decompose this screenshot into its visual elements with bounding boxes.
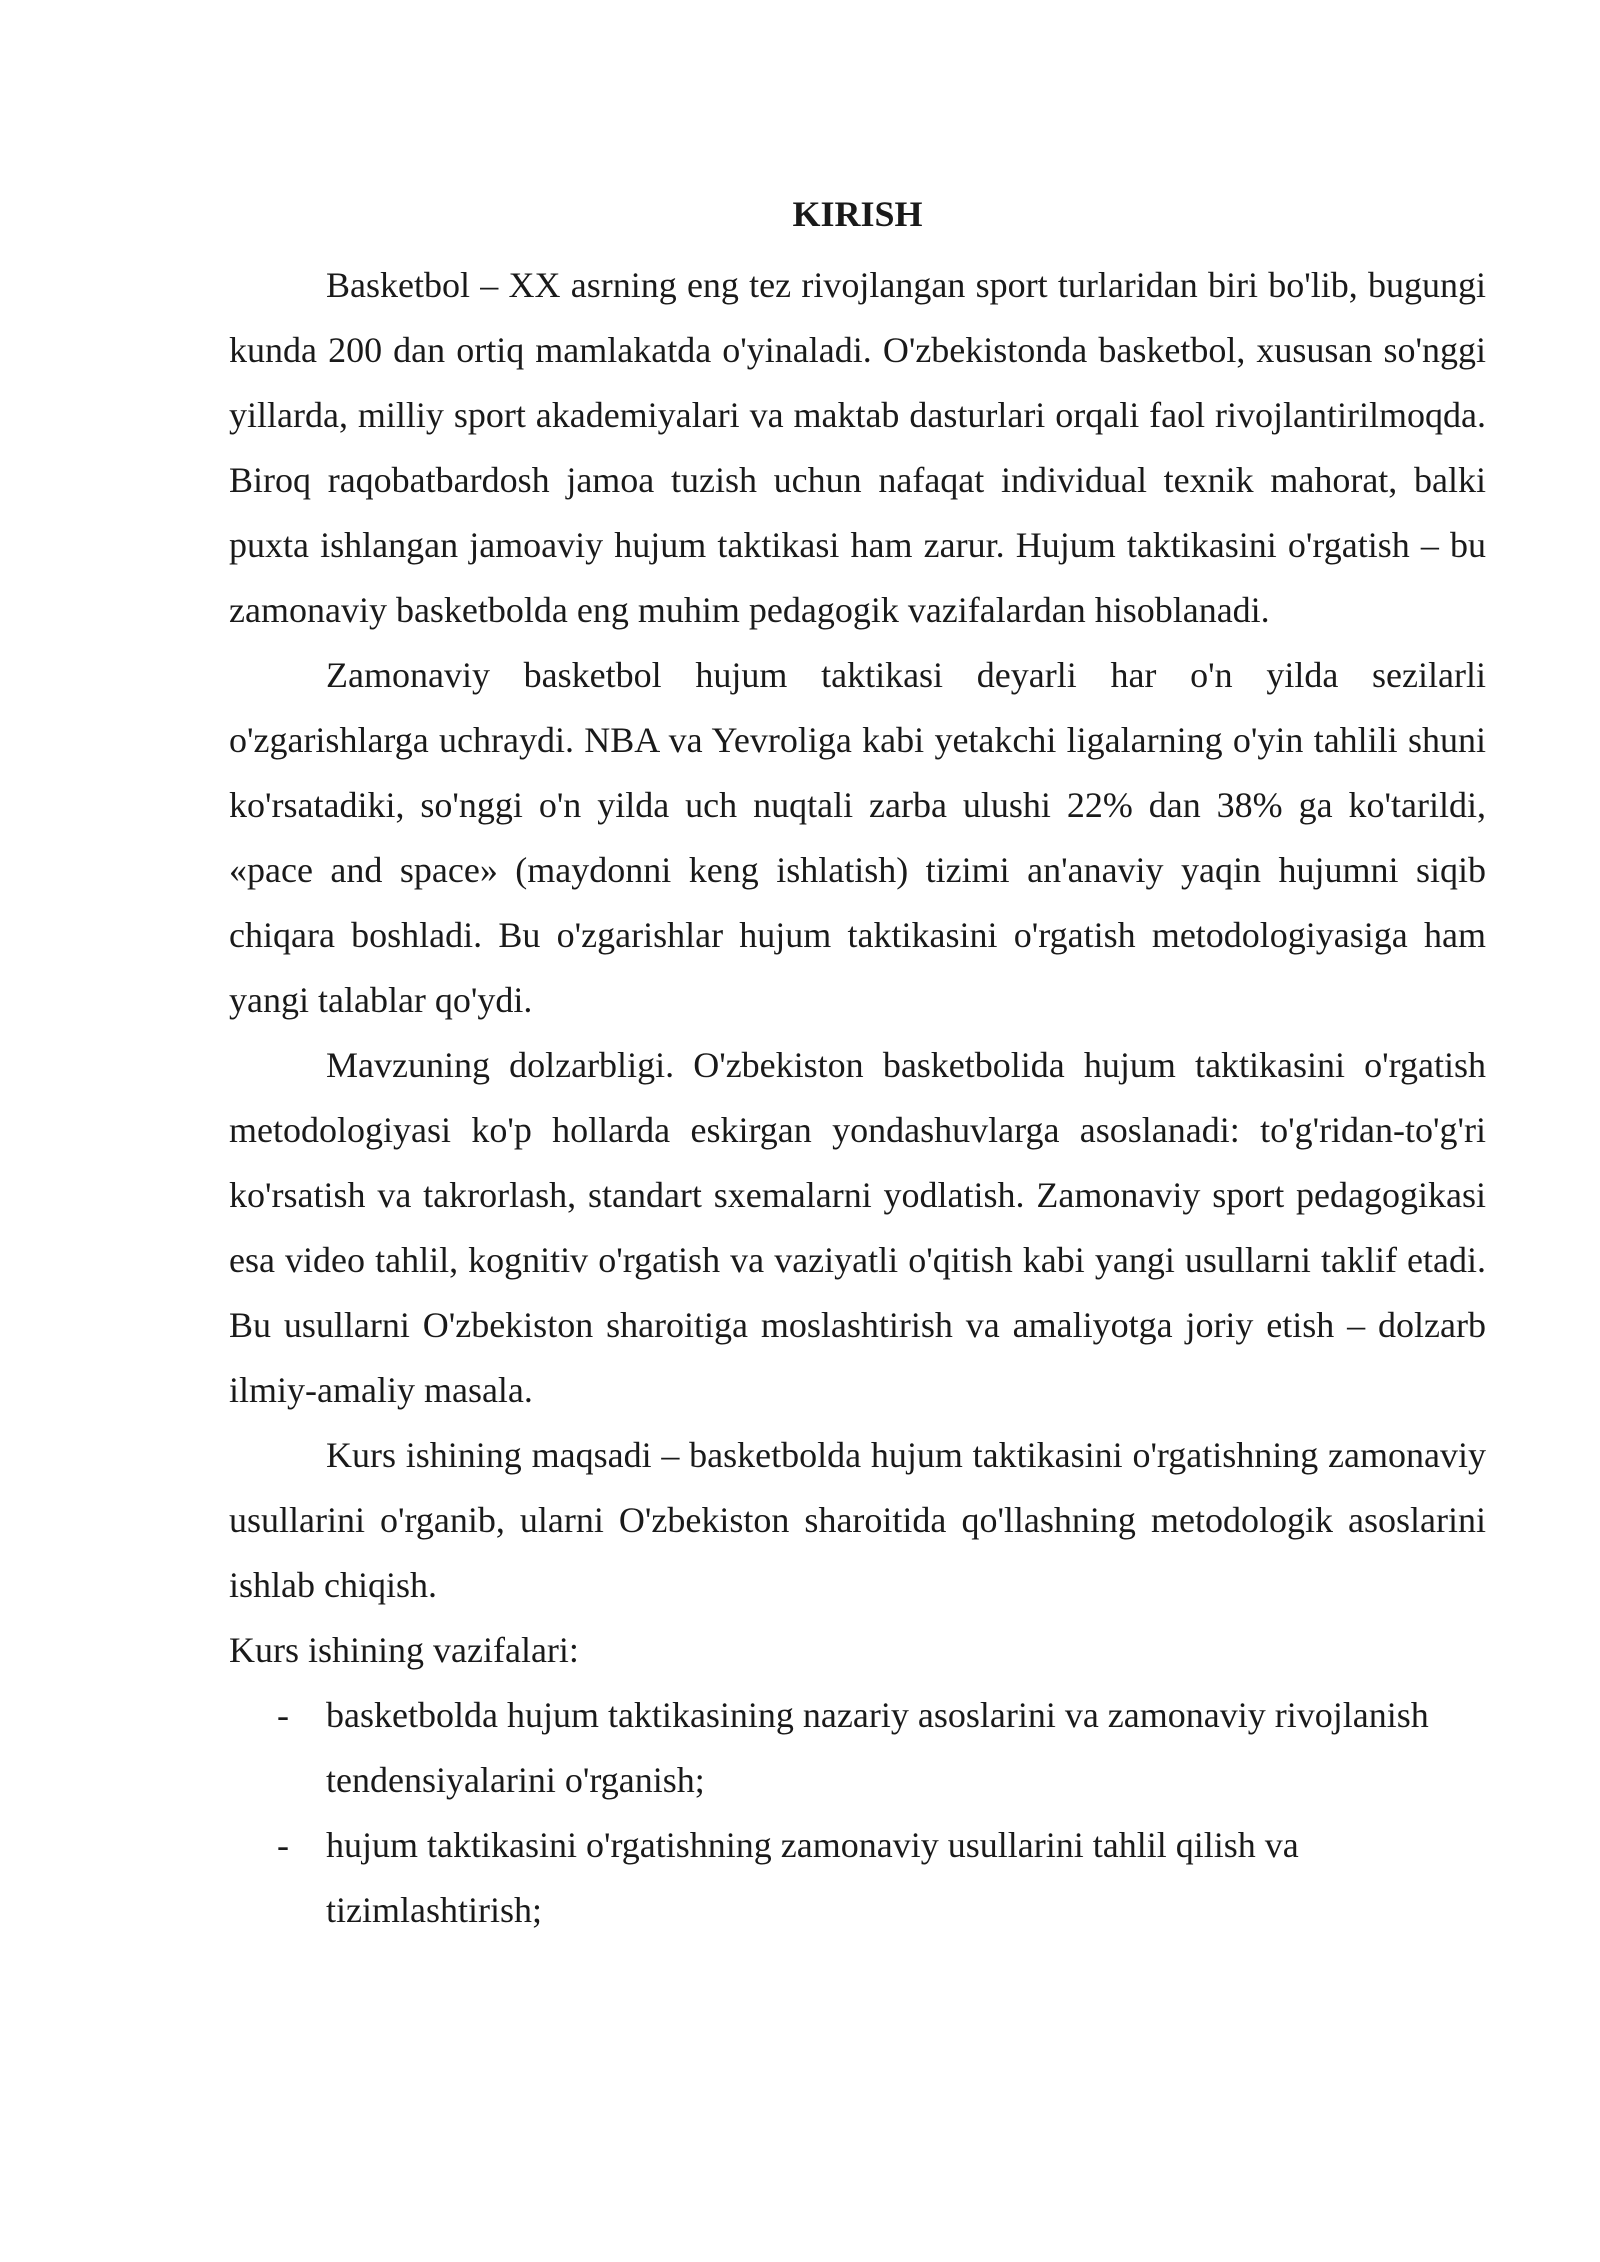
- tasks-heading: Kurs ishining vazifalari:: [229, 1630, 579, 1670]
- document-body: [229, 188, 1486, 1943]
- paragraph-modern-tactics: Zamonaviy basketbol hujum taktikasi deyarli har o'n yilda sezilarli o'zgarishlarga uchraydi. NBA va Yevroliga kabi yetakchi ligalarning o'yin tahlili shuni ko'rsatadiki, so'nggi o'n yilda uch nuqtali zarba ulushi 22% dan 38% ga ko'tarildi, «pace and space» (maydonni keng ishlatish) tizimi an'anaviy yaqin hujumni siqib chiqara boshladi. Bu o'zgarishlar hujum taktikasini o'rgatish metodologiyasiga ham yangi talablar qo'ydi.: [229, 655, 1486, 1020]
- list-item: [229, 1813, 1486, 1943]
- paragraph-relevance: Mavzuning dolzarbligi. O'zbekiston basketbolida hujum taktikasini o'rgatish metodologiyasi ko'p hollarda eskirgan yondashuvlarga asoslanadi: to'g'ridan-to'g'ri ko'rsatish va takrorlash, standart sxemalarni yodlatish. Zamonaviy sport pedagogikasi esa video tahlil, kognitiv o'rgatish va vaziyatli o'qitish kabi yangi usullarni taklif etadi. Bu usullarni O'zbekiston sharoitiga moslashtirish va amaliyotga joriy etish – dolzarb ilmiy-amaliy masala.: [229, 1045, 1486, 1410]
- list-item-line: hujum taktikasini o'rgatishning zamonaviy usullarini tahlil qilish va: [326, 1825, 1299, 1865]
- list-item-line: tendensiyalarini o'rganish;: [326, 1760, 705, 1800]
- list-item-line: tizimlashtirish;: [326, 1890, 542, 1930]
- list-item-line: basketbolda hujum taktikasining nazariy asoslarini va zamonaviy rivojlanish: [326, 1695, 1429, 1735]
- paragraph-intro: Basketbol – XX asrning eng tez rivojlangan sport turlaridan biri bo'lib, bugungi kunda 200 dan ortiq mamlakatda o'yinaladi. O'zbekistonda basketbol, xususan so'nggi yillarda, milliy sport akademiyalari va maktab dasturlari orqali faol rivojlantirilmoqda. Biroq raqobatbardosh jamoa tuzish uchun nafaqat individual texnik mahorat, balki puxta ishlangan jamoaviy hujum taktikasi ham zarur. Hujum taktikasini o'rgatish – bu zamonaviy basketbolda eng muhim pedagogik vazifalardan hisoblanadi.: [229, 265, 1486, 630]
- page-title: KIRISH: [792, 194, 923, 234]
- paragraph-goal: Kurs ishining maqsadi – basketbolda hujum taktikasini o'rgatishning zamonaviy usullarini o'rganib, ularni O'zbekiston sharoitida qo'llashning metodologik asoslarini ishlab chiqish.: [229, 1435, 1486, 1605]
- list-item: [229, 1683, 1486, 1813]
- list-dash: -: [277, 1695, 289, 1735]
- list-dash: -: [277, 1825, 289, 1865]
- tasks-list: [229, 1683, 1486, 1943]
